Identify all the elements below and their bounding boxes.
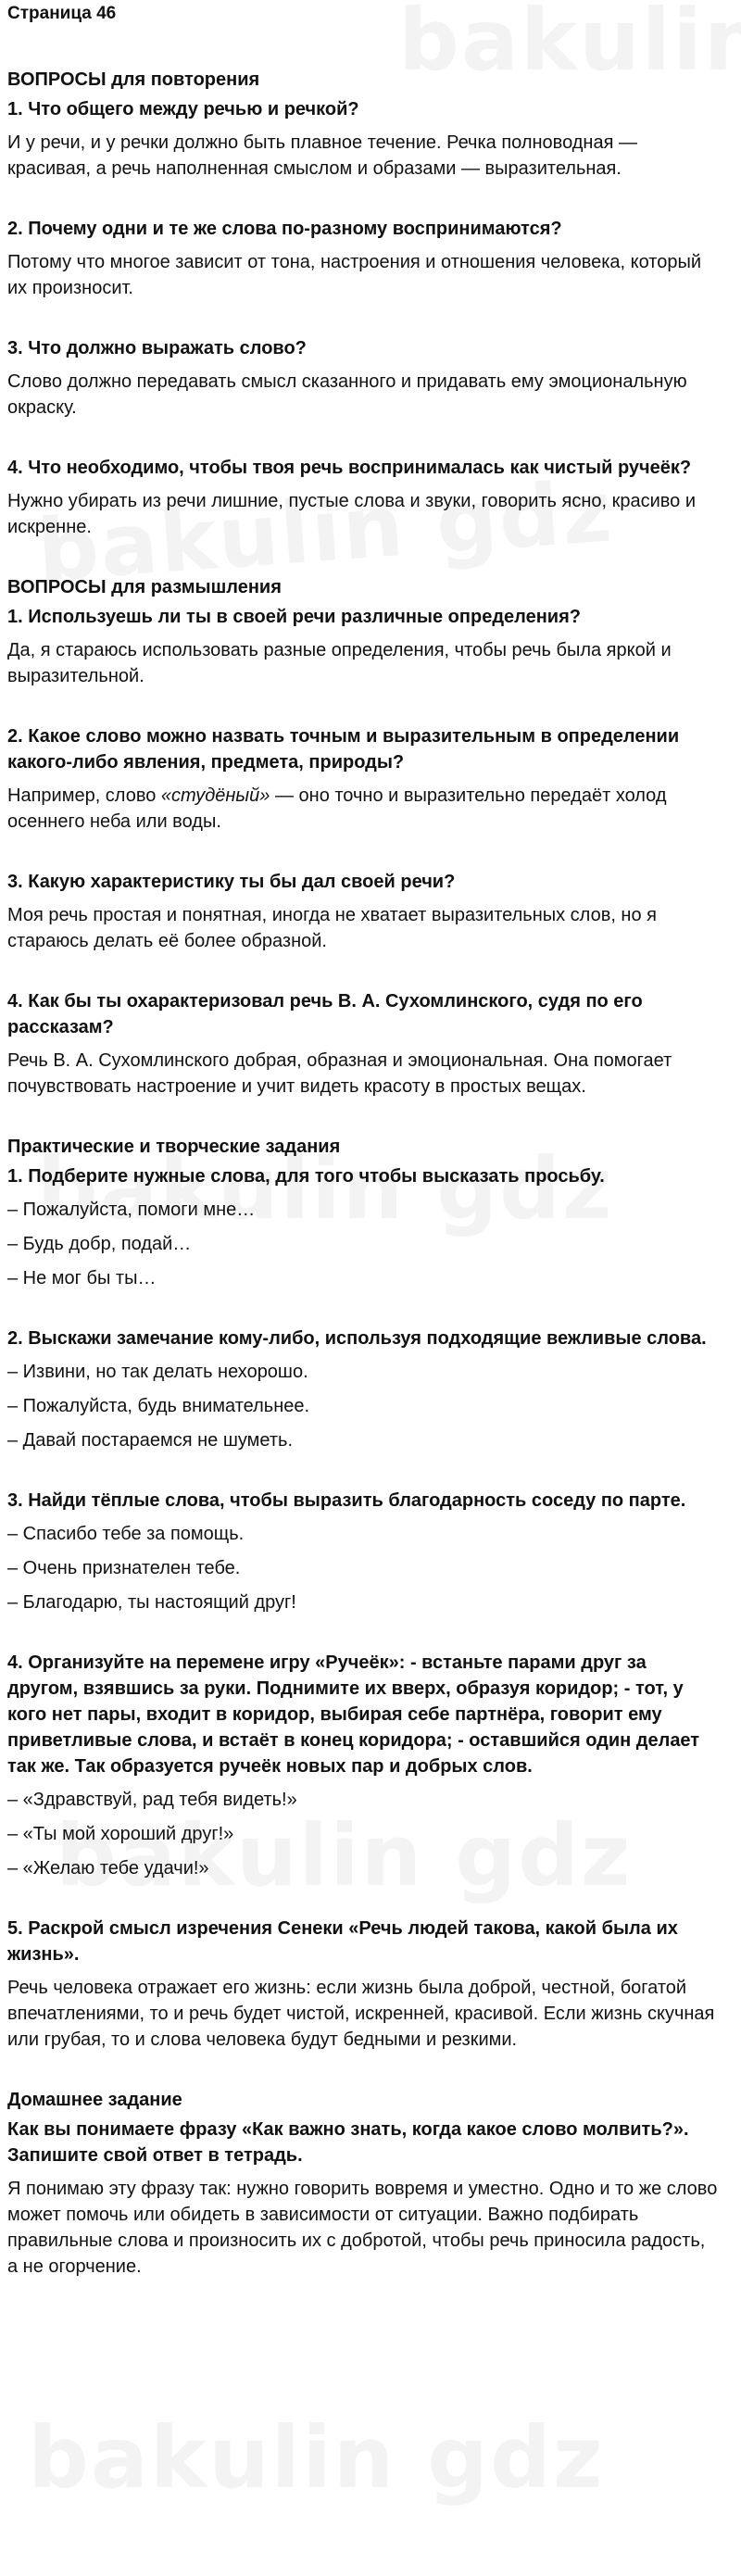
question: 5. Раскрой смысл изречения Сенеки «Речь людей такова, какой была их жизнь». — [7, 1918, 678, 1965]
task-item — [7, 1326, 719, 1453]
answer: Я понимаю эту фразу так: нужно говорить вовремя и уместно. Одно и то же слово может помочь или обидеть в зависимости от ситуации. Важно подбирать правильные слова и произносить их с добротой, чтобы речь приносила радость, а не огорчение. — [7, 2179, 718, 2277]
section-title: ВОПРОСЫ для размышления — [7, 577, 282, 597]
qa-item — [7, 723, 719, 835]
question: 3. Найди тёплые слова, чтобы выразить благодарность соседу по парте. — [7, 1490, 686, 1511]
answer: Речь В. А. Сухомлинского добрая, образная и эмоциональная. Она помогает почувствовать настроение и учит видеть красоту в простых вещах. — [7, 1050, 672, 1097]
answer-text: — оно точно и выразительно передаёт холод осеннего неба или воды. — [7, 785, 667, 832]
answer: Да, я стараюсь использовать разные определения, чтобы речь была яркой и выразительной. — [7, 640, 672, 686]
answer: Речь человека отражает его жизнь: если жизнь была доброй, честной, богатой впечатлениями, то и речь будет чистой, искренней, красивой. Если жизнь скучная или грубая, то и слова человека будут бедными и резкими. — [7, 1978, 715, 2050]
list-item: – Благодарю, ты настоящий друг! — [7, 1592, 296, 1613]
task-item — [7, 1916, 719, 2053]
section-reflection-questions — [7, 574, 719, 1100]
question: 2. Выскажи замечание кому-либо, используя подходящие вежливые слова. — [7, 1328, 707, 1349]
answer-emphasis: «студёный» — [160, 785, 270, 806]
question: 2. Какое слово можно назвать точным и выразительным в определении какого-либо явления, предмета, природы? — [7, 726, 680, 773]
list-item: – «Здравствуй, рад тебя видеть!» — [7, 1790, 297, 1810]
section-title: Практические и творческие задания — [7, 1137, 341, 1157]
qa-item — [7, 2117, 719, 2280]
list-item: – Пожалуйста, помоги мне… — [7, 1200, 256, 1220]
section-practical-tasks — [7, 1134, 719, 2053]
list-item: – Будь добр, подай… — [7, 1234, 192, 1254]
qa-item — [7, 455, 719, 540]
qa-item — [7, 988, 719, 1100]
question: 4. Организуйте на перемене игру «Ручеёк»: - встаньте парами друг за другом, взявшись за руки. Поднимите их вверх, образуя коридор; - тот, у кого нет пары, входит в коридор, выбирая себе партнёра, говорит ему приветливые слова, и встаёт в конец коридора; - оставшийся один делает так же. Так образуется ручеёк новых пар и добрых слов. — [7, 1652, 700, 1777]
list-item: – Давай постараемся не шуметь. — [7, 1430, 294, 1451]
question: 4. Как бы ты охарактеризовал речь В. А. Сухомлинского, судя по его рассказам? — [7, 991, 643, 1037]
answer-list — [7, 1197, 719, 1291]
section-homework — [7, 2087, 719, 2280]
question: Как вы понимаете фразу «Как важно знать, когда какое слово молвить?». Запишите свой ответ в тетрадь. — [7, 2119, 689, 2166]
watermark-text — [28, 2408, 604, 2507]
question: 2. Почему одни и те же слова по-разному воспринимаются? — [7, 219, 562, 239]
question: 1. Подберите нужные слова, для того чтобы высказать просьбу. — [7, 1166, 605, 1187]
task-item — [7, 1650, 719, 1881]
qa-item — [7, 869, 719, 954]
answer-list — [7, 1359, 719, 1453]
question: 3. Что должно выражать слово? — [7, 338, 307, 358]
qa-item — [7, 216, 719, 301]
answer-text: Например, слово — [7, 785, 161, 806]
answer: И у речи, и у речки должно быть плавное течение. Речка полноводная — красивая, а речь наполненная смыслом и образами — выразительная. — [7, 132, 637, 179]
list-item: – Спасибо тебе за помощь. — [7, 1524, 245, 1544]
answer-list — [7, 1521, 719, 1615]
list-item: – «Ты мой хороший друг!» — [7, 1824, 234, 1844]
task-item — [7, 1163, 719, 1291]
qa-item — [7, 604, 719, 689]
question: 3. Какую характеристику ты бы дал своей речи? — [7, 872, 456, 892]
list-item: – Очень признателен тебе. — [7, 1558, 241, 1578]
answer: Моя речь простая и понятная, иногда не хватает выразительных слов, но я стараюсь делать её более образной. — [7, 905, 657, 951]
section-title: Домашнее задание — [7, 2090, 182, 2110]
answer: Потому что многое зависит от тона, настроения и отношения человека, который их произносит. — [7, 252, 702, 298]
list-item: – Извини, но так делать нехорошо. — [7, 1362, 308, 1382]
question: 1. Что общего между речью и речкой? — [7, 99, 359, 119]
list-item: – Пожалуйста, будь внимательнее. — [7, 1396, 310, 1416]
document-content — [7, 0, 719, 2280]
answer-list — [7, 1787, 719, 1881]
page-title: Страница 46 — [7, 4, 117, 23]
answer — [7, 783, 719, 835]
question: 4. Что необходимо, чтобы твоя речь воспринималась как чистый ручеёк? — [7, 458, 692, 478]
section-title: ВОПРОСЫ для повторения — [7, 69, 260, 90]
list-item: – «Желаю тебе удачи!» — [7, 1858, 209, 1879]
list-item: – Не мог бы ты… — [7, 1268, 157, 1288]
answer: Нужно убирать из речи лишние, пустые слова и звуки, говорить ясно, красиво и искренне. — [7, 491, 697, 537]
question: 1. Используешь ли ты в своей речи различные определения? — [7, 607, 581, 627]
qa-item — [7, 335, 719, 421]
section-review-questions — [7, 67, 719, 540]
qa-item — [7, 96, 719, 182]
answer: Слово должно передавать смысл сказанного и придавать ему эмоциональную окраску. — [7, 371, 687, 418]
task-item — [7, 1488, 719, 1615]
